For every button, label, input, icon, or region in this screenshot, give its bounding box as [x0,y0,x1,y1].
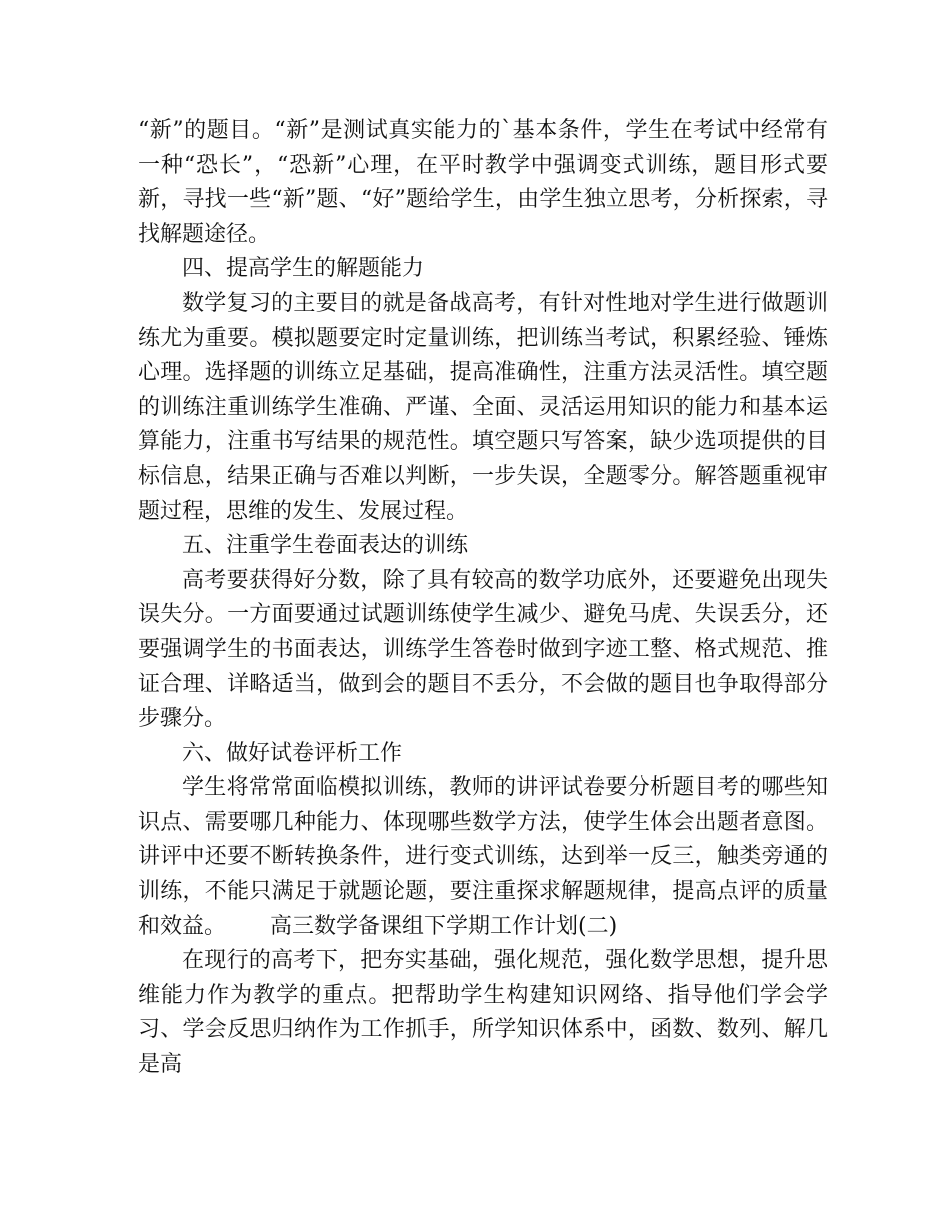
paragraph-exam-review-text: 学生将常常面临模拟训练，教师的讲评试卷要分析题目考的哪些知识点、需要哪几种能力、体现哪些数学方法，使学生体会出题者意图。讲评中还要不断转换条件，进行变式训练，达到举一反三，触类旁通的训练，不能只满足于就题论题，要注重探求解题规律，提高点评的质量和效益。 [138,775,828,939]
paragraph-written-expression: 高考要获得好分数，除了具有较高的数学功底外，还要避免出现失误失分。一方面要通过试题训练使学生减少、避免马虎、失误丢分，还要强调学生的书面表达，训练学生答卷时做到字迹工整、格式规范、推证合理、详略适当，做到会的题目不丢分，不会做的题目也争取得部分步骤分。 [138,567,828,732]
section-heading-4: 四、提高学生的解题能力 [182,256,425,282]
paragraph-plan-intro: 在现行的高考下，把夯实基础，强化规范，强化数学思想，提升思维能力作为教学的重点。把帮助学生构建知识网络、指导他们学会学习、学会反思归纳作为工作抓手，所学知识体系中，函数、数列、解几是高 [138,948,828,1078]
paragraph-intro-continuation: “新”的题目。“新”是测试真实能力的`基本条件，学生在考试中经常有一种“恐长”，“恐新”心理，在平时教学中强调变式训练，题目形式要新，寻找一些“新”题、“好”题给学生，由学生独立思考，分析探索，寻找解题途径。 [138,118,828,247]
section-heading-6: 六、做好试卷评析工作 [182,740,403,766]
document-subtitle: 高三数学备课组下学期工作计划(二) [270,913,618,939]
section-heading-5: 五、注重学生卷面表达的训练 [182,533,469,559]
document-body [138,114,828,1083]
paragraph-problem-solving: 数学复习的主要目的就是备战高考，有针对性地对学生进行做题训练尤为重要。模拟题要定时定量训练，把训练当考试，积累经验、锤炼心理。选择题的训练立足基础，提高准确性，注重方法灵活性。填空题的训练注重训练学生准确、严谨、全面、灵活运用知识的能力和基本运算能力，注重书写结果的规范性。填空题只写答案，缺少选项提供的目标信息，结果正确与否难以判断，一步失误，全题零分。解答题重视审题过程，思维的发生、发展过程。 [138,290,828,524]
paragraph-exam-review [138,771,828,944]
